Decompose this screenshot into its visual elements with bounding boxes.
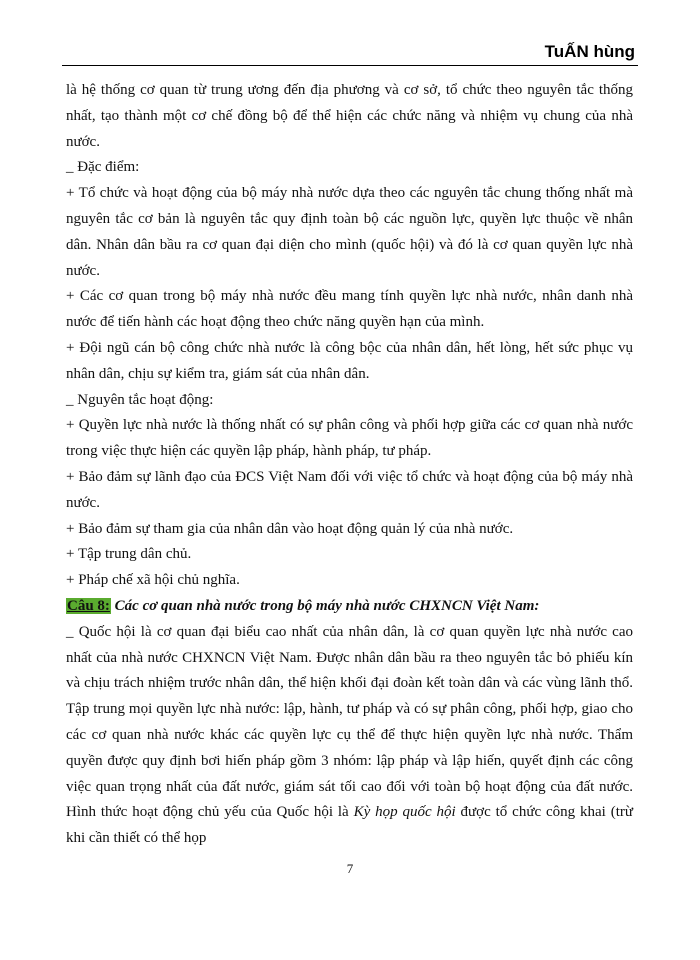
feature-item-3: + Đội ngũ cán bộ công chức nhà nước là công bộc của nhân dân, hết lòng, hết sức phục vụ nhân dân, chịu sự kiểm tra, giám sát của nhân dân. [66,339,633,382]
principle-item-3: + Bảo đảm sự tham gia của nhân dân vào hoạt động quản lý của nhà nước. [66,520,514,537]
feature-item-2: + Các cơ quan trong bộ máy nhà nước đều mang tính quyền lực nhà nước, nhân danh nhà nước để tiến hành các hoạt động theo chức năng quyền hạn của mình. [66,288,633,331]
page-body [66,78,633,852]
page-number: 7 [346,861,354,876]
question-heading [66,594,633,620]
heading-principles: _ Nguyên tắc hoạt động: [66,391,214,408]
question-label: Câu 8: [67,597,110,614]
paragraph-intro: là hệ thống cơ quan từ trung ương đến địa phương và cơ sở, tổ chức theo nguyên tắc thống nhất, tạo thành một cơ chế đồng bộ để thể hiện các chức năng và nhiệm vụ chung của nhà nước. [66,82,633,150]
header-author: TuẤN hùng [544,42,635,61]
principle-item-5: + Pháp chế xã hội chủ nghĩa. [66,572,240,589]
paragraph-text-end: được tổ chức công khai (trừ khi cần thiết có thể họp [66,804,633,847]
paragraph-national-assembly [66,620,633,852]
principle-item-1: + Quyền lực nhà nước là thống nhất có sự phân công và phối hợp giữa các cơ quan nhà nước trong việc thực hiện các quyền lập pháp, hành pháp, tư pháp. [66,417,633,460]
principle-item-2: + Bảo đảm sự lãnh đạo của ĐCS Việt Nam đối với việc tổ chức và hoạt động của bộ máy nhà nước. [66,468,633,511]
paragraph-text-start: _ Quốc hội là cơ quan đại biểu cao nhất của nhân dân, là cơ quan quyền lực nhà nước cao nhất của nhà nước CHXNCN Việt Nam. Được nhân dân bầu ra theo nguyên tắc bỏ phiếu kín và chịu trách nhiệm trước nhân dân, thể hiện khối đại đoàn kết toàn dân và các vùng lãnh thổ. Tập trung mọi quyền lực nhà nước: lập, hành, tư pháp và có sự phân công, phối hợp, giao cho các cơ quan nhà nước khác các quyền lực cụ thể để thực hiện quyền lực nhà nước. Thẩm quyền được quy định bơi hiến pháp gồm 3 nhóm: lập pháp và lập hiến, quyết định các công việc quan trọng nhất của đất nước, giám sát tối cao đối với toàn bộ hoạt động của đất nước. Hình thức hoạt động chủ yếu của Quốc hội là [66,623,633,821]
feature-item-1: + Tổ chức và hoạt động của bộ máy nhà nước dựa theo các nguyên tắc chung thống nhất mà nguyên tắc cơ bản là nguyên tắc quy định toàn bộ các nguồn lực, quyền lực thuộc về nhân dân. Nhân dân bầu ra cơ quan đại diện cho mình (quốc hội) và đó là cơ quan quyền lực nhà nước. [66,185,633,279]
emphasis-session: Kỳ họp quốc hội [353,804,456,821]
heading-features: _ Đặc điểm: [66,159,140,176]
principle-item-4: + Tập trung dân chủ. [66,546,192,563]
header-divider [62,65,638,66]
question-title: Các cơ quan nhà nước trong bộ máy nhà nước CHXNCN Việt Nam: [110,597,540,614]
